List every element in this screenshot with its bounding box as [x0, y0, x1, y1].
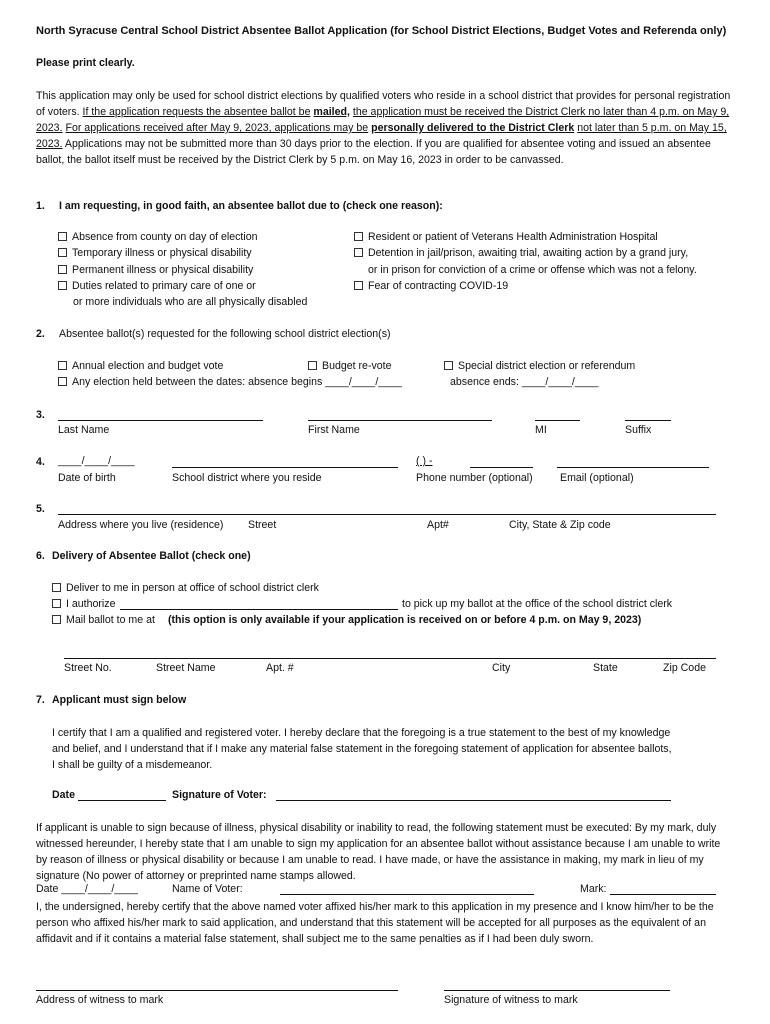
school-district-input[interactable]	[172, 467, 398, 468]
last-name-label: Last Name	[58, 424, 110, 436]
checkbox-icon[interactable]	[58, 281, 67, 290]
option-mail-ballot[interactable]	[52, 614, 155, 626]
last-name-input[interactable]	[58, 420, 263, 421]
option-label: Resident or patient of Veterans Health Administration Hospital	[368, 231, 658, 243]
authorize-suffix-text: to pick up my ballot at the office of the school district clerk	[402, 598, 673, 610]
option-primary-care[interactable]	[58, 280, 256, 292]
dob-input[interactable]: ____/____/____	[58, 455, 135, 467]
checkbox-icon[interactable]	[58, 377, 67, 386]
option-detention[interactable]	[354, 247, 688, 259]
option-label: Any election held between the dates: absence begins ____/____/____	[72, 376, 402, 388]
phone-input[interactable]: ( ) -	[416, 455, 433, 467]
section2-number: 2.	[36, 328, 45, 340]
apt-label: Apt. #	[266, 662, 294, 674]
phone-input-line[interactable]	[470, 467, 533, 468]
intro-text-4: the application must be received the District Clerk no later than 4 p.m. on May 9, 2023.	[36, 106, 730, 134]
dob-label: Date of birth	[58, 472, 116, 484]
option-label: I authorize	[66, 598, 116, 610]
section6-number: 6.	[36, 550, 45, 562]
street-label: Street	[248, 519, 277, 531]
intro-text-8: Applications may not be submitted more than 30 days prior to the election. If you are qualified for absentee voting and issued an absentee ballot, the ballot itself must be received by the District Clerk by 5 p.m. on May 16, 2023 in order to be canvassed.	[36, 138, 711, 166]
state-label: State	[593, 662, 618, 674]
option-annual-election[interactable]	[58, 360, 223, 372]
authorized-person-input[interactable]	[120, 609, 398, 610]
option-any-election[interactable]	[58, 376, 402, 388]
section2-title: Absentee ballot(s) requested for the following school district election(s)	[59, 328, 391, 340]
checkbox-icon[interactable]	[58, 361, 67, 370]
section5-number: 5.	[36, 503, 45, 515]
unable-to-sign-text: If applicant is unable to sign because of illness, physical disability or inability to read, the following statement must be executed: By my mark, duly witnessed hereunder, I hereby state that I am unable to sign my application for an absentee ballot without assistance because I am unable to write by reason of illness or physical disability or because I am unable to read. I have made, or have the assistance in making, my mark in lieu of my signature (No power of attorney or preprinted name stamps allowed.	[36, 822, 721, 882]
option-detention-continued: or in prison for conviction of a crime or offense which was not a felony.	[368, 264, 697, 276]
option-label: Permanent illness or physical disability	[72, 264, 254, 276]
mailing-address-input[interactable]	[64, 658, 716, 659]
option-budget-revote[interactable]	[308, 360, 392, 372]
option-label: Annual election and budget vote	[72, 360, 224, 372]
phone-label: Phone number (optional)	[416, 472, 533, 484]
first-name-label: First Name	[308, 424, 360, 436]
witness-certification-text: I, the undersigned, hereby certify that the above named voter affixed his/her mark to this application in my presence and I know him/her to be the person who affixed his/her mark to said application, and understand that this statement will be accepted for all purposes as the equivalent of an affidavit and if it contains a material false statement, shall subject me to the same penalties as if I had been duly sworn.	[36, 901, 714, 945]
email-label: Email (optional)	[560, 472, 634, 484]
absence-ends-field[interactable]: absence ends: ____/____/____	[450, 376, 599, 388]
city-state-zip-label: City, State & Zip code	[509, 519, 611, 531]
witness-signature-input[interactable]	[444, 990, 670, 991]
signature-label: Signature of Voter:	[172, 789, 267, 801]
checkbox-icon[interactable]	[444, 361, 453, 370]
option-veterans-hospital[interactable]	[354, 231, 658, 243]
checkbox-icon[interactable]	[52, 583, 61, 592]
checkbox-icon[interactable]	[354, 232, 363, 241]
intro-text-7: not later than 5 p.m. on May 15, 2023.	[36, 122, 727, 150]
checkbox-icon[interactable]	[354, 281, 363, 290]
residence-address-label: Address where you live (residence)	[58, 519, 224, 531]
certification-text: I certify that I am a qualified and registered voter. I hereby declare that the foregoing is a true statement to the best of my knowledge and belief, and I understand that if I make any material false statement in the foregoing statement of application for absentee ballots, I shall be guilty of a misdemeanor.	[52, 727, 672, 771]
option-label: Fear of contracting COVID-19	[368, 280, 509, 292]
mark-date-input[interactable]: Date ____/____/____	[36, 883, 138, 895]
section6-title: Delivery of Absentee Ballot (check one)	[52, 550, 251, 562]
date-label: Date	[52, 789, 75, 801]
witness-address-label: Address of witness to mark	[36, 994, 164, 1006]
witness-signature-label: Signature of witness to mark	[444, 994, 578, 1006]
mail-ballot-condition: (this option is only available if your application is received on or before 4 p.m. on May 9, 2023)	[168, 614, 642, 626]
intro-paragraph	[36, 88, 736, 168]
option-label: Temporary illness or physical disability	[72, 247, 252, 259]
apt-label: Apt#	[427, 519, 449, 531]
option-authorize[interactable]	[52, 598, 115, 610]
option-label: Budget re-vote	[322, 360, 392, 372]
section4-number: 4.	[36, 456, 45, 468]
first-name-input[interactable]	[308, 420, 492, 421]
section3-number: 3.	[36, 409, 45, 421]
mark-input[interactable]	[610, 894, 716, 895]
mi-label: MI	[535, 424, 547, 436]
option-label: Detention in jail/prison, awaiting trial, awaiting action by a grand jury,	[368, 247, 689, 259]
intro-text-2: If the application requests the absentee ballot be	[82, 106, 311, 118]
city-label: City	[492, 662, 511, 674]
section1-number: 1.	[36, 200, 45, 212]
checkbox-icon[interactable]	[58, 265, 67, 274]
section7-number: 7.	[36, 694, 45, 706]
intro-text-3: mailed,	[313, 106, 350, 118]
residence-address-input[interactable]	[58, 514, 716, 515]
option-deliver-in-person[interactable]	[52, 582, 319, 594]
checkbox-icon[interactable]	[58, 232, 67, 241]
name-of-voter-label: Name of Voter:	[172, 883, 243, 895]
zip-code-label: Zip Code	[663, 662, 706, 674]
mark-label: Mark:	[580, 883, 607, 895]
section7-title: Applicant must sign below	[52, 694, 187, 706]
email-input[interactable]	[557, 467, 709, 468]
checkbox-icon[interactable]	[354, 248, 363, 257]
form-title: North Syracuse Central School District Absentee Ballot Application (for School District Elections, Budget Votes and Referenda only)	[36, 25, 727, 37]
option-label: Absence from county on day of election	[72, 231, 258, 243]
suffix-label: Suffix	[625, 424, 652, 436]
option-covid[interactable]	[354, 280, 508, 292]
print-clearly-note: Please print clearly.	[36, 57, 135, 69]
option-temporary-illness[interactable]	[58, 247, 252, 259]
witness-address-input[interactable]	[36, 990, 398, 991]
intro-text-6: personally delivered to the District Clerk	[371, 122, 575, 134]
option-absence-from-county[interactable]	[58, 231, 258, 243]
option-label: Duties related to primary care of one or	[72, 280, 256, 292]
option-label: Special district election or referendum	[458, 360, 636, 372]
mi-input[interactable]	[535, 420, 580, 421]
voter-signature-input[interactable]	[276, 800, 671, 801]
intro-text-1: This application may only be used for school district elections by qualified voters who reside in a school district that provides for personal registration of voters.	[36, 90, 731, 118]
checkbox-icon[interactable]	[58, 248, 67, 257]
option-primary-care-continued: or more individuals who are all physically disabled	[73, 296, 308, 308]
street-name-label: Street Name	[156, 662, 216, 674]
intro-text-5: For applications received after May 9, 2023, applications may be	[65, 122, 369, 134]
checkbox-icon[interactable]	[52, 599, 61, 608]
option-label: Mail ballot to me at	[66, 614, 155, 626]
checkbox-icon[interactable]	[52, 615, 61, 624]
option-label: Deliver to me in person at office of school district clerk	[66, 582, 319, 594]
suffix-input[interactable]	[625, 420, 671, 421]
checkbox-icon[interactable]	[308, 361, 317, 370]
section1-title: I am requesting, in good faith, an absentee ballot due to (check one reason):	[59, 200, 443, 212]
option-permanent-illness[interactable]	[58, 264, 253, 276]
option-special-election[interactable]	[444, 360, 635, 372]
date-input[interactable]	[78, 800, 166, 801]
school-district-label: School district where you reside	[172, 472, 322, 484]
name-of-voter-input[interactable]	[280, 894, 534, 895]
street-no-label: Street No.	[64, 662, 112, 674]
